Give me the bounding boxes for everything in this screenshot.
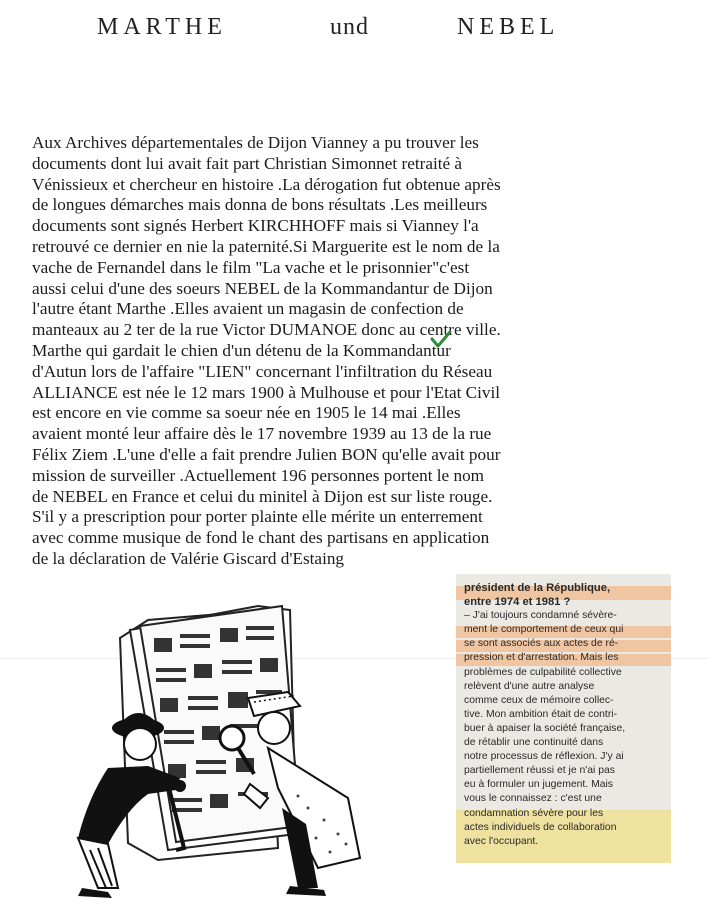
clipping-line: de rétablir une continuité dans xyxy=(464,737,604,749)
title-word-und: und xyxy=(330,14,369,40)
clipping-line: problèmes de culpabilité collective xyxy=(464,666,622,678)
detectives-reading-newspaper-illustration xyxy=(68,598,368,898)
clipping-line: condamnation sévère pour les xyxy=(464,807,604,819)
clipping-line: eu à formuler un jugement. Mais xyxy=(464,779,614,791)
clipping-heading-line: président de la République, xyxy=(464,582,611,594)
body-line: S'il y a prescription pour porter plainte elle mérite un enterrement xyxy=(32,507,483,527)
body-line: documents dont lui avait fait part Christian Simonnet retraité à xyxy=(32,153,463,173)
body-line: de la déclaration de Valérie Giscard d'Estaing xyxy=(32,548,345,568)
body-line: documents sont signés Herbert KIRCHHOFF mais si Vianney l'a xyxy=(32,216,479,236)
article-body xyxy=(32,133,682,570)
clipping-line: se sont associés aux actes de ré- xyxy=(464,638,619,650)
clipping-line: notre processus de réflexion. J'y ai xyxy=(464,751,624,763)
document-title xyxy=(97,14,597,54)
body-line: mission de surveiller .Actuellement 196 personnes portent le nom xyxy=(32,465,485,485)
body-line: est encore en vie comme sa soeur née en 1905 le 14 mai .Elles xyxy=(32,403,461,423)
clipping-line: avec l'occupant. xyxy=(464,835,539,847)
clipping-line: vous le connaissez : c'est une xyxy=(464,793,602,805)
body-line: retrouvé ce dernier en nie la paternité.Si Marguerite est le nom de la xyxy=(32,236,500,256)
clipping-heading-line: entre 1974 et 1981 ? xyxy=(464,596,571,609)
green-check-mark-icon xyxy=(430,330,452,350)
clipping-text xyxy=(464,581,668,849)
body-line: de NEBEL en France et celui du minitel à Dijon est sur liste rouge. xyxy=(32,486,493,506)
body-line: d'Autun lors de l'affaire "LIEN" concernant l'infiltration du Réseau xyxy=(32,361,493,381)
body-line: Aux Archives départementales de Dijon Vianney a pu trouver les xyxy=(32,133,479,152)
body-line: de longues démarches mais donna de bons résultats .Les meilleurs xyxy=(32,195,488,215)
title-word-marthe: MARTHE xyxy=(97,14,227,40)
body-line: Félix Ziem .L'une d'elle a fait prendre Julien BON qu'elle avait pour xyxy=(32,444,501,464)
title-word-nebel: NEBEL xyxy=(457,14,560,40)
body-line: manteaux au 2 ter de la rue Victor DUMANOE donc au centre ville. xyxy=(32,320,501,340)
clipping-line: – J'ai toujours condamné sévère- xyxy=(464,610,617,622)
clipping-line: comme ceux de mémoire collec- xyxy=(464,694,614,706)
clipping-line: actes individuels de collaboration xyxy=(464,821,617,833)
body-line: ALLIANCE est née le 12 mars 1900 à Mulhouse et pour l'Etat Civil xyxy=(32,382,501,402)
clipping-line: partiellement réussi et je n'ai pas xyxy=(464,765,615,777)
clipping-line: pression et d'arrestation. Mais les xyxy=(464,652,619,664)
body-line: avaient monté leur affaire dès le 17 novembre 1939 au 13 de la rue xyxy=(32,424,492,444)
clipping-line: tive. Mon ambition était de contri- xyxy=(464,708,618,720)
clipping-line: relèvent d'une autre analyse xyxy=(464,680,595,692)
newspaper-clipping xyxy=(456,574,671,863)
body-line: aussi celui d'une des soeurs NEBEL de la Kommandantur de Dijon xyxy=(32,278,493,298)
body-line: avec comme musique de fond le chant des partisans en application xyxy=(32,528,490,548)
clipping-line: buer à apaiser la société française, xyxy=(464,722,626,734)
body-line: Vénissieux et chercheur en histoire .La dérogation fut obtenue après xyxy=(32,174,501,194)
clipping-line: ment le comportement de ceux qui xyxy=(464,624,624,636)
body-line: l'autre étant Marthe .Elles avaient un magasin de confection de xyxy=(32,299,464,319)
body-line: Marthe qui gardait le chien d'un détenu de la Kommandantur xyxy=(32,340,451,360)
body-line: vache de Fernandel dans le film "La vache et le prisonnier"c'est xyxy=(32,257,470,277)
